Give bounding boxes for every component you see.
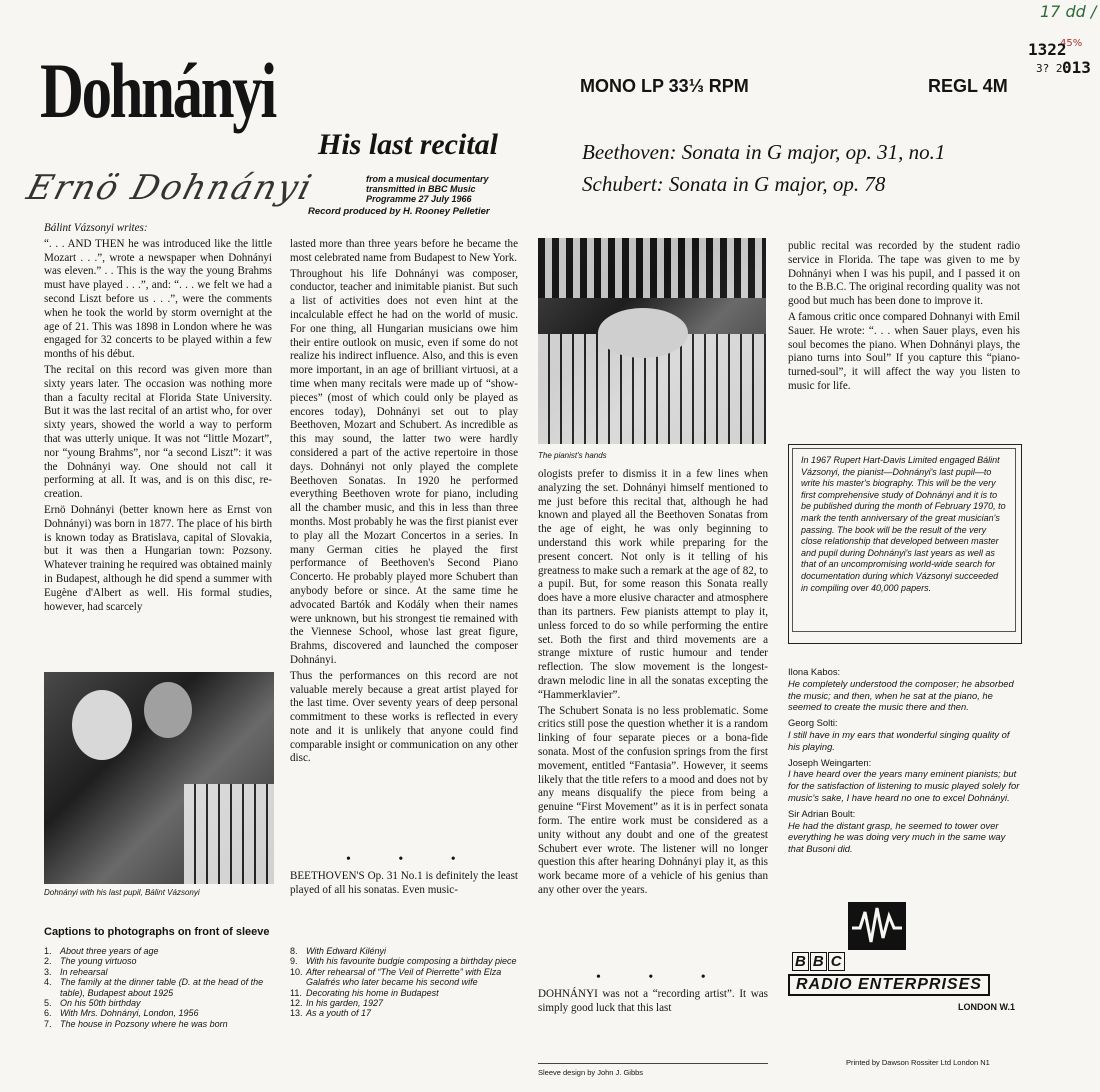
text-column-3-continued <box>538 988 768 1018</box>
list-item: 10. After rehearsal of “The Veil of Pierrette” with Elza Galafrés who later became his second wife <box>290 966 502 988</box>
piece-title: Beethoven: Sonata in G major, op. 31, no.1 <box>582 140 946 164</box>
page-subtitle: His last recital <box>318 128 498 161</box>
quote-text: I have heard over the years many eminent pianists; but for the satisfaction of listening to music played solely for music's sake, I have heard no one to excel Dohnányi. <box>788 768 1020 803</box>
list-item: 2. The young virtuoso <box>44 956 137 967</box>
handwritten-code: 013 <box>1062 58 1091 77</box>
quote-text: I still have in my ears that wonderful singing quality of his playing. <box>788 728 1010 752</box>
list-item: 11. Decorating his home in Budapest <box>290 987 439 998</box>
quote-text: He had the distant grasp, he seemed to tower over everything he was doing very much in the same way that Busoni did. <box>788 819 1006 855</box>
captions-list-left <box>44 946 284 1029</box>
text-column-3 <box>538 468 768 900</box>
page-title: Dohnányi <box>40 47 275 134</box>
bbc-logo: B B C <box>792 952 846 971</box>
paragraph: A famous critic once compared Dohnanyi with Emil Sauer. He wrote: “. . . when Sauer plays, even his soul becomes the piano. When Dohnányi plays, the piano turns into Soul” If you capture this “piano-turned-soul”, it will affect the way you listen to music for life. <box>788 310 1020 392</box>
separator-dots: • • • <box>346 852 478 867</box>
radio-enterprises-label: RADIO ENTERPRISES <box>788 974 990 996</box>
photo-dohnanyi-with-pupil <box>44 672 274 884</box>
piece-title: Schubert: Sonata in G major, op. 78 <box>582 172 886 196</box>
paragraph: DOHNÁNYI was not a “recording artist”. It was simply good luck that this last <box>538 988 768 1014</box>
list-item: 8. With Edward Kilényi <box>290 946 386 956</box>
publisher-city: LONDON W.1 <box>958 1002 1016 1012</box>
text-column-4 <box>788 240 1020 396</box>
list-item: 7. The house in Pozsony where he was born <box>44 1018 228 1029</box>
broadcast-note: from a musical documentary transmitted in BBC Music Programme 27 July 1966 <box>366 174 489 204</box>
list-item: 5. On his 50th birthday <box>44 998 141 1009</box>
sleeve-design-credit: Sleeve design by John J. Gibbs <box>538 1068 644 1077</box>
catalogue-number: REGL 4M <box>928 76 1008 96</box>
paragraph: public recital was recorded by the student radio service in Florida. The tape was given to me by Dohnányi when I was his pupil, and I passed it on to the B.B.C. The original recording quality was not good but much has been done to improve it. <box>788 240 1020 308</box>
biography-box-text: In 1967 Rupert Hart-Davis Limited engaged Bálint Vázsonyi, the pianist—Dohnányi's last pupil—to write his master's biography. This will be the very first comprehensive study of Dohnányi and it is to be published during the month of February 1970, to mark the tenth anniversary of the great musician's passing. The book will be the result of the very close relationship that developed between master and pupil during Dohnányi's last years as well as that of an uncompromising world-wide search for documentation during which Vázsonyi succeeded in compiling over 40,000 papers. <box>792 448 1016 632</box>
testimonials <box>788 662 1020 855</box>
quote-author: Joseph Weingarten: <box>788 756 872 768</box>
quote-author: Sir Adrian Boult: <box>788 807 856 819</box>
paragraph: The recital on this record was given more than sixty years later. The occasion was nothing more than a faculty recital at Florida State University. But it was the last recital of an artist who, for over sixty years, showed the world a way to perform that was utterly unique. It was not “little Mozart”, nor “young Brahms”, nor “a second Liszt”: it was the Dohnányi way. One should not call it performing at all. It was, and is on this disc, re-creation. <box>44 363 272 501</box>
captions-heading: Captions to photographs on front of sleeve <box>44 926 270 938</box>
text-column-2 <box>290 238 518 768</box>
handwritten-small: 3? 2 <box>1036 62 1063 75</box>
photo-pianists-hands <box>538 238 766 444</box>
divider <box>538 1063 768 1064</box>
producer-credit: Record produced by H. Rooney Pelletier <box>308 206 490 217</box>
captions-list-right <box>290 946 520 1019</box>
list-item: 6. With Mrs. Dohnányi, London, 1956 <box>44 1008 199 1019</box>
paragraph: Ernö Dohnányi (better known here as Ernst von Dohnányi) was born in 1877. The place of his birth is known today as Bratislava, capital of Slovakia, but it was then a Hungarian town: Pozsony. Whatever training he required was obtained mainly in Budapest, although he did spend a summer with Eugène d'Albert as well. His formal studies, however, had scarcely <box>44 503 272 613</box>
byline: Bálint Vázsonyi writes: <box>44 222 148 234</box>
paragraph: Thus the performances on this record are not valuable merely because a great artist played for the last time. Over seventy years of deep personal commitment to these works is reflected in every note and it is unlikely that anyone could find comparable insight or communication on any other disc. <box>290 669 518 765</box>
list-item: 4. The family at the dinner table (D. at the head of the table), Budapest about 1925 <box>44 977 264 998</box>
handwritten-note-top: 17 dd / <box>1040 2 1097 21</box>
signature: Ernö Dohnányi <box>22 168 318 208</box>
text-column-1 <box>44 222 272 616</box>
list-item: 12. In his garden, 1927 <box>290 998 384 1009</box>
paragraph: BEETHOVEN'S Op. 31 No.1 is definitely the least played of all his sonatas. Even music- <box>290 870 518 896</box>
paragraph: “. . . AND THEN he was introduced like the little Mozart . . .”, wrote a newspaper when Dohnányi was eleven.” . . This is the way the young Brahms must have played . . .”, and: “. . . we felt we had a second Liszt before us . . .”, were the comments when he took the world by storm overnight at the age of 21. This was 1898 in London where he was engaged for 32 concerts to be played within a few months of his début. <box>44 237 272 361</box>
list-item: 13. As a youth of 17 <box>290 1008 372 1019</box>
format-label: MONO LP 33⅓ RPM <box>580 76 749 96</box>
paragraph: lasted more than three years before he became the most celebrated name from Budapest to New York. <box>290 238 518 264</box>
quote-text: He completely understood the composer; he absorbed the music; and then, when he sat at the piano, he seemed to create the music there and then. <box>788 677 1014 713</box>
list-item: 3. In rehearsal <box>44 966 108 977</box>
photo-caption: Dohnányi with his last pupil, Bálint Vázsonyi <box>44 888 200 897</box>
list-item: 9. With his favourite budgie composing a birthday piece <box>290 956 517 967</box>
paragraph: ologists prefer to dismiss it in a few lines when analyzing the set. Dohnányi himself mentioned to me just before this recital that, although he had known and played all the Beethoven Sonatas from the age of eight, he was only beginning to understand this work while preparing for the present concert. Not only is it telling of his greatness to make such a remark at the age of 82, to a pupil. But, for some reason this Sonata really does have a more elusive character and atmosphere than its partners. Few pianists attempt to play it, unless forced to do so while performing the entire set. Both the first and third movements are a strange mixture of rustic humour and tender reflection. The slow movement is the longest-drawn melodic line in all the sonatas excepting the “Hammerklavier”. <box>538 468 768 701</box>
list-item: 1. About three years of age <box>44 946 159 956</box>
text-column-2-continued <box>290 870 518 900</box>
radio-wave-logo-icon <box>848 902 906 950</box>
handwritten-number: 1322 <box>1028 40 1067 59</box>
printer-credit: Printed by Dawson Rossiter Ltd London N1 <box>846 1058 990 1067</box>
quote-author: Ilona Kabos: <box>788 666 841 677</box>
quote-author: Georg Solti: <box>788 717 838 729</box>
paragraph: The Schubert Sonata is no less problematic. Some critics still pose the question whether it is a random linking of four separate pieces or a bona-fide sonata. Most of the confusion springs from the first movement, entitled “Fantasia”. However, it seems likely that the title refers to a mood and does not by any means disqualify the piece from being a genuine “First Movement” as it is in perfect sonata form. The entire work must be considered as a unity without any doubt and one of the greatest Schubert ever wrote. The listener will no longer question this after hearing Dohnányi play it, as this work became more of a vehicle of his genius than any other over the years. <box>538 704 768 896</box>
photo-caption: The pianist's hands <box>538 451 607 460</box>
separator-dots: • • • <box>596 970 728 985</box>
paragraph: Throughout his life Dohnányi was composer, conductor, teacher and inimitable pianist. But such a list of activities does not even hint at the incalculable effect he had on the world of music. For one thing, all Hungarian musicians owe him their entire outlook on music, even if some do not realize his indirect influence. Also, and this is even more important, in an age of brilliant virtuosi, at a time when many recitals were made up of “show-pieces” (most of which could only be played as encores today), Dohnányi set out to play Beethoven, Mozart and Schubert. As incredible as this may sound, the latter two were hardly considered a part of the active repertoire in those days. Dohnányi not only played the complete Beethoven Sonatas. In 1920 he performed everything Beethoven wrote for piano, including all the chamber music, and this in less than three months. Most probably he was the first pianist ever to play all the Mozart Concertos in a series. In many German cities he played the first performance of Beethoven's Second Piano Concerto. He probably played more Schubert than anybody before or since. At the same time he advocated Bartók and Kodály when their names were unknown, but his strongest tie remained with the Viennese School, whose last great figure, Brahms, discovered and launched the composer Dohnányi. <box>290 267 518 666</box>
handwritten-red-note: 45% <box>1060 38 1083 49</box>
